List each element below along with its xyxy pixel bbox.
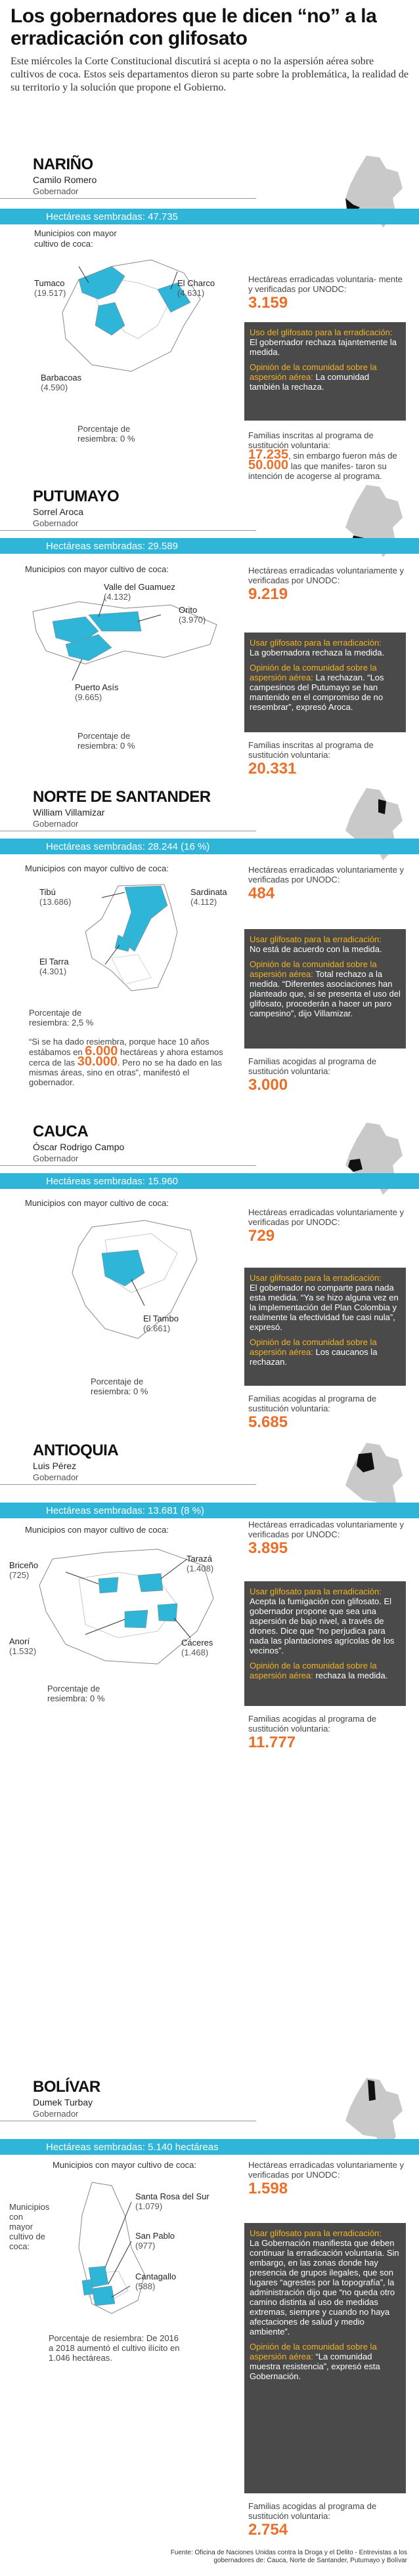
municipio-label: Briceño (725) <box>9 1560 39 1580</box>
department-map <box>53 253 210 384</box>
hectares-label: Hectáreas sembradas: 13.681 (8 %) <box>46 1505 204 1516</box>
municipios-title: Municipios con mayor cultivo de coca: <box>25 564 169 574</box>
governor-role: Gobernador <box>0 819 256 831</box>
opinion-text: La rechazan. “Los campesinos del Putumayo se han mantenido en el compromiso de no resembrar”, expresó Aroca. <box>250 673 384 712</box>
municipios-title: Municipios con mayor cultivo de coca: <box>25 1525 169 1535</box>
families-value: 3.000 <box>248 1076 288 1094</box>
municipio-label: San Pablo (977) <box>135 2231 175 2251</box>
municipio-label: Valle del Guamuez (4.132) <box>104 582 175 602</box>
hectares-label: Hectáreas sembradas: 29.589 <box>46 541 178 552</box>
erradicated-block <box>248 865 406 903</box>
municipio-label: Santa Rosa del Sur (1.079) <box>135 2192 210 2211</box>
municipios-title: Municipios con mayor cultivo de coca: <box>53 2160 196 2170</box>
opinion-title: Opinión de la comunidad sobre la aspersión aérea: <box>250 959 377 979</box>
erradicated-label: Hectáreas erradicadas voluntariamente y verificadas por UNODC: <box>248 1520 405 1539</box>
opinion-title: Opinión de la comunidad sobre la aspersión aérea: <box>250 1661 377 1680</box>
dept-name: PUTUMAYO <box>33 488 120 505</box>
glifosato-box <box>244 1581 406 1706</box>
erradicated-block <box>248 274 406 312</box>
municipio-label: Tumaco (19.517) <box>34 278 66 298</box>
hectares-label: Hectáreas sembradas: 28.244 (16 %) <box>46 841 210 852</box>
glifosato-title: Uso del glifosato para la erradicación: <box>250 327 393 337</box>
source-credit: Fuente: Oficina de Naciones Unidas contra la Droga y el Delito - Entrevistas a los gobernadores de: Cauca, Norte de Santander, Putumayo y Bolívar <box>170 2549 407 2564</box>
erradicated-block <box>248 1207 406 1245</box>
governor-role: Gobernador <box>0 186 256 199</box>
hectares-bar <box>0 1503 419 1518</box>
governor-quote: “Si se ha dado resiembra, porque hace 10 años estábamos en 6.000 hectáreas y ahora estamos cerca de las 30.000. Pero no se ha dado en las mismas áreas, sino en otras”, manifestó el gobernador. <box>29 1037 223 1087</box>
hectares-bar <box>0 538 419 554</box>
erradicated-label: Hectáreas erradicadas voluntaria- mente y verificadas por UNODC: <box>248 274 403 294</box>
governor-role: Gobernador <box>0 518 256 531</box>
glifosato-text: El gobernador no comparte para nada esta medida. “Ya se hizo alguna vez en la implementación del Plan Colombia y realmente la efectividad fue casi nula”, expresó. <box>250 1283 399 1332</box>
governor-role: Gobernador <box>0 2109 256 2121</box>
municipio-label: Orito (3.970) <box>179 605 206 625</box>
dept-name: NORTE DE SANTANDER <box>33 788 211 806</box>
municipios-title: Municipios con mayor cultivo de coca: <box>25 1198 169 1208</box>
erradicated-value: 9.219 <box>248 585 288 603</box>
dept-name: CAUCA <box>33 1123 89 1140</box>
families-block: Familias inscritas al programa de sustitución voluntaria: 17.235, sin embargo fueron más de 50.000 las que manifes- taron su intención de acogerse al programa. <box>248 430 406 481</box>
glifosato-text: La gobernadora rechaza la medida. <box>250 648 385 657</box>
governor-name: William Villamizar <box>33 807 105 818</box>
families-block <box>248 1056 406 1094</box>
families-label: Familias inscritas al programa de sustitución voluntaria: <box>248 740 374 760</box>
department-map <box>66 1214 210 1345</box>
governor-name: Óscar Rodrigo Campo <box>33 1142 125 1152</box>
erradicated-label: Hectáreas erradicadas voluntariamente y verificadas por UNODC: <box>248 2160 405 2180</box>
hectares-bar <box>0 2139 419 2155</box>
municipio-label: El Tarra (4.301) <box>39 957 69 976</box>
municipio-label: Anorí (1.532) <box>9 1636 37 1656</box>
erradicated-label: Hectáreas erradicadas voluntariamente y verificadas por UNODC: <box>248 865 405 884</box>
governor-name: Sorrel Aroca <box>33 507 84 517</box>
families-value: 20.331 <box>248 760 297 778</box>
opinion-text: “La comunidad muestra resistencia”, expresó esta Gobernación. <box>250 2352 380 2381</box>
opinion-text: Total rechazo a la medida. “Diferentes asociaciones han planteado que, si se presenta el uso del glifosato, procederán a hacer un paro campesino”, dijo Villamizar. <box>250 969 401 1018</box>
glifosato-title: Usar glifosato para la erradicación: <box>250 638 382 648</box>
erradicated-block <box>248 1520 406 1558</box>
glifosato-text: Acepta la fumigación con glifosato. El gobernador propone que sea una aspersión de bajo nivel, a través de drones. Dice que “no perjudica para nada las plantaciones agrícolas de los vecinos”. <box>250 1596 395 1655</box>
municipio-label: Puerto Asís (9.665) <box>75 682 119 702</box>
hectares-label: Hectáreas sembradas: 15.960 <box>46 1176 178 1187</box>
section-putumayo <box>0 487 419 778</box>
glifosato-box <box>244 322 406 421</box>
municipio-label: Cáceres (1.468) <box>181 1638 213 1657</box>
opinion-title: Opinión de la comunidad sobre la aspersión aérea: <box>250 1337 377 1357</box>
erradicated-value: 3.159 <box>248 294 288 312</box>
dept-name: BOLÍVAR <box>33 2078 100 2096</box>
families-label: Familias inscritas al programa de sustitución voluntaria: <box>248 430 374 450</box>
erradicated-value: 729 <box>248 1227 275 1245</box>
section-narino <box>0 155 419 481</box>
families-block <box>248 740 406 778</box>
governor-name: Camilo Romero <box>33 175 97 185</box>
section-norte-de-santander <box>0 787 419 1094</box>
opinion-title: Opinión de la comunidad sobre la aspersión aérea: <box>250 663 377 682</box>
page-title: Los gobernadores que le dicen “no” a la erradicación con glifosato <box>11 5 377 49</box>
glifosato-title: Usar glifosato para la erradicación: <box>250 2228 382 2238</box>
resiembra-note: Porcentaje de resiembra: 0 % <box>91 1377 148 1396</box>
families-label: Familias acogidas al programa de sustitución voluntaria: <box>248 2501 377 2521</box>
municipio-label: Tibú (13.686) <box>39 887 72 907</box>
municipios-title: Municipios con mayor cultivo de coca: <box>25 863 169 873</box>
section-cauca <box>0 1122 419 1431</box>
erradicated-block <box>248 566 406 604</box>
resiembra-note: Porcentaje de resiembra: De 2016 a 2018 aumentó el cultivo ilícito en 1.046 hectáreas. <box>49 2333 180 2363</box>
department-map <box>72 879 204 997</box>
municipios-side-title: Municipios con mayor cultivo de coca: <box>9 2202 50 2251</box>
families-value: 2.754 <box>248 2521 288 2539</box>
municipio-label: Sardinata (4.112) <box>190 887 227 907</box>
glifosato-title: Usar glifosato para la erradicación: <box>250 1273 382 1283</box>
erradicated-value: 1.598 <box>248 2180 288 2197</box>
glifosato-box <box>244 633 406 732</box>
resiembra-note: Porcentaje de resiembra: 2,5 % <box>29 1008 94 1028</box>
opinion-title: Opinión de la comunidad sobre la aspersión aérea: <box>250 362 377 382</box>
families-block <box>248 2501 406 2539</box>
hectares-label: Hectáreas sembradas: 47.735 <box>46 211 178 222</box>
families-label: Familias acogidas al programa de sustitución voluntaria: <box>248 1056 377 1076</box>
governor-role: Gobernador <box>0 1472 256 1485</box>
resiembra-note: Porcentaje de resiembra: 0 % <box>47 1684 105 1703</box>
governor-name: Luis Pérez <box>33 1461 77 1471</box>
hectares-bar <box>0 209 419 224</box>
families-value: 5.685 <box>248 1413 288 1431</box>
municipio-label: El Charco (4.631) <box>177 278 215 298</box>
hectares-bar <box>0 1173 419 1189</box>
families-label: Familias acogidas al programa de sustitución voluntaria: <box>248 1394 377 1413</box>
dept-name: ANTIOQUIA <box>33 1442 119 1459</box>
governor-name: Dumek Turbay <box>33 2097 93 2108</box>
erradicated-label: Hectáreas erradicadas voluntariamente y verificadas por UNODC: <box>248 566 405 585</box>
families-value: 11.777 <box>248 1734 296 1751</box>
opinion-text: Los caucanos la rechazan. <box>250 1347 378 1367</box>
glifosato-text: El gobernador rechaza tajantemente la medida. <box>250 337 397 357</box>
glifosato-box <box>244 2223 406 2493</box>
resiembra-note: Porcentaje de resiembra: 0 % <box>77 424 135 444</box>
opinion-text: La comunidad también la rechaza. <box>250 372 370 392</box>
erradicated-value: 484 <box>248 884 275 902</box>
intro-paragraph: Este miércoles la Corte Constitucional discutirá si acepta o no la aspersión aérea sobre cultivos de coca. Estos seis departamentos dieron su parte sobre la problemática, la realidad de su territorio y la solución que propone el Gobierno. <box>11 56 409 93</box>
section-bolivar <box>0 2077 419 2539</box>
glifosato-title: Usar glifosato para la erradicación: <box>250 1587 382 1596</box>
families-block <box>248 1714 406 1752</box>
glifosato-box <box>244 1268 406 1386</box>
erradicated-block <box>248 2160 406 2198</box>
families-value: 17.235 <box>248 447 289 462</box>
municipio-label: El Tambo (6.661) <box>143 1314 179 1333</box>
families-label: Familias acogidas al programa de sustitución voluntaria: <box>248 1714 377 1734</box>
municipio-label: Cantagallo (588) <box>135 2272 177 2291</box>
municipio-label: Barbacoas (4.590) <box>41 373 82 392</box>
resiembra-note: Porcentaje de resiembra: 0 % <box>77 731 135 751</box>
erradicated-label: Hectáreas erradicadas voluntariamente y verificadas por UNODC: <box>248 1207 405 1227</box>
glifosato-text: No está de acuerdo con la medida. <box>250 944 382 954</box>
families-extra-value: 50.000 <box>248 458 289 472</box>
erradicated-value: 3.895 <box>248 1539 288 1557</box>
municipio-label: Tarazá (1.408) <box>187 1554 214 1573</box>
dept-name: NARIÑO <box>33 156 93 173</box>
families-block <box>248 1394 406 1432</box>
hectares-label: Hectáreas sembradas: 5.140 hectáreas <box>46 2142 219 2153</box>
municipios-title: Municipios con mayor cultivo de coca: <box>34 228 117 249</box>
glifosato-text: La Gobernación manifiesta que deben continuar la erradicación voluntaria. Sin embargo, en las zonas donde hay presencia de grupos ilegales, que son lugares “agrestes por la topografía”, la administración dijo que “no queda otro camino distinta al uso de medidas extremas, siempre y cuando no haya afectaciones de salud y medio ambiente”. <box>250 2238 399 2337</box>
section-antioquia <box>0 1441 419 1751</box>
opinion-title: Opinión de la comunidad sobre la aspersión aérea: <box>250 2342 377 2361</box>
glifosato-title: Usar glifosato para la erradicación: <box>250 934 382 944</box>
glifosato-box <box>244 929 406 1049</box>
governor-role: Gobernador <box>0 1153 256 1166</box>
opinion-text: rechaza la medida. <box>315 1671 388 1680</box>
hectares-bar <box>0 839 419 854</box>
